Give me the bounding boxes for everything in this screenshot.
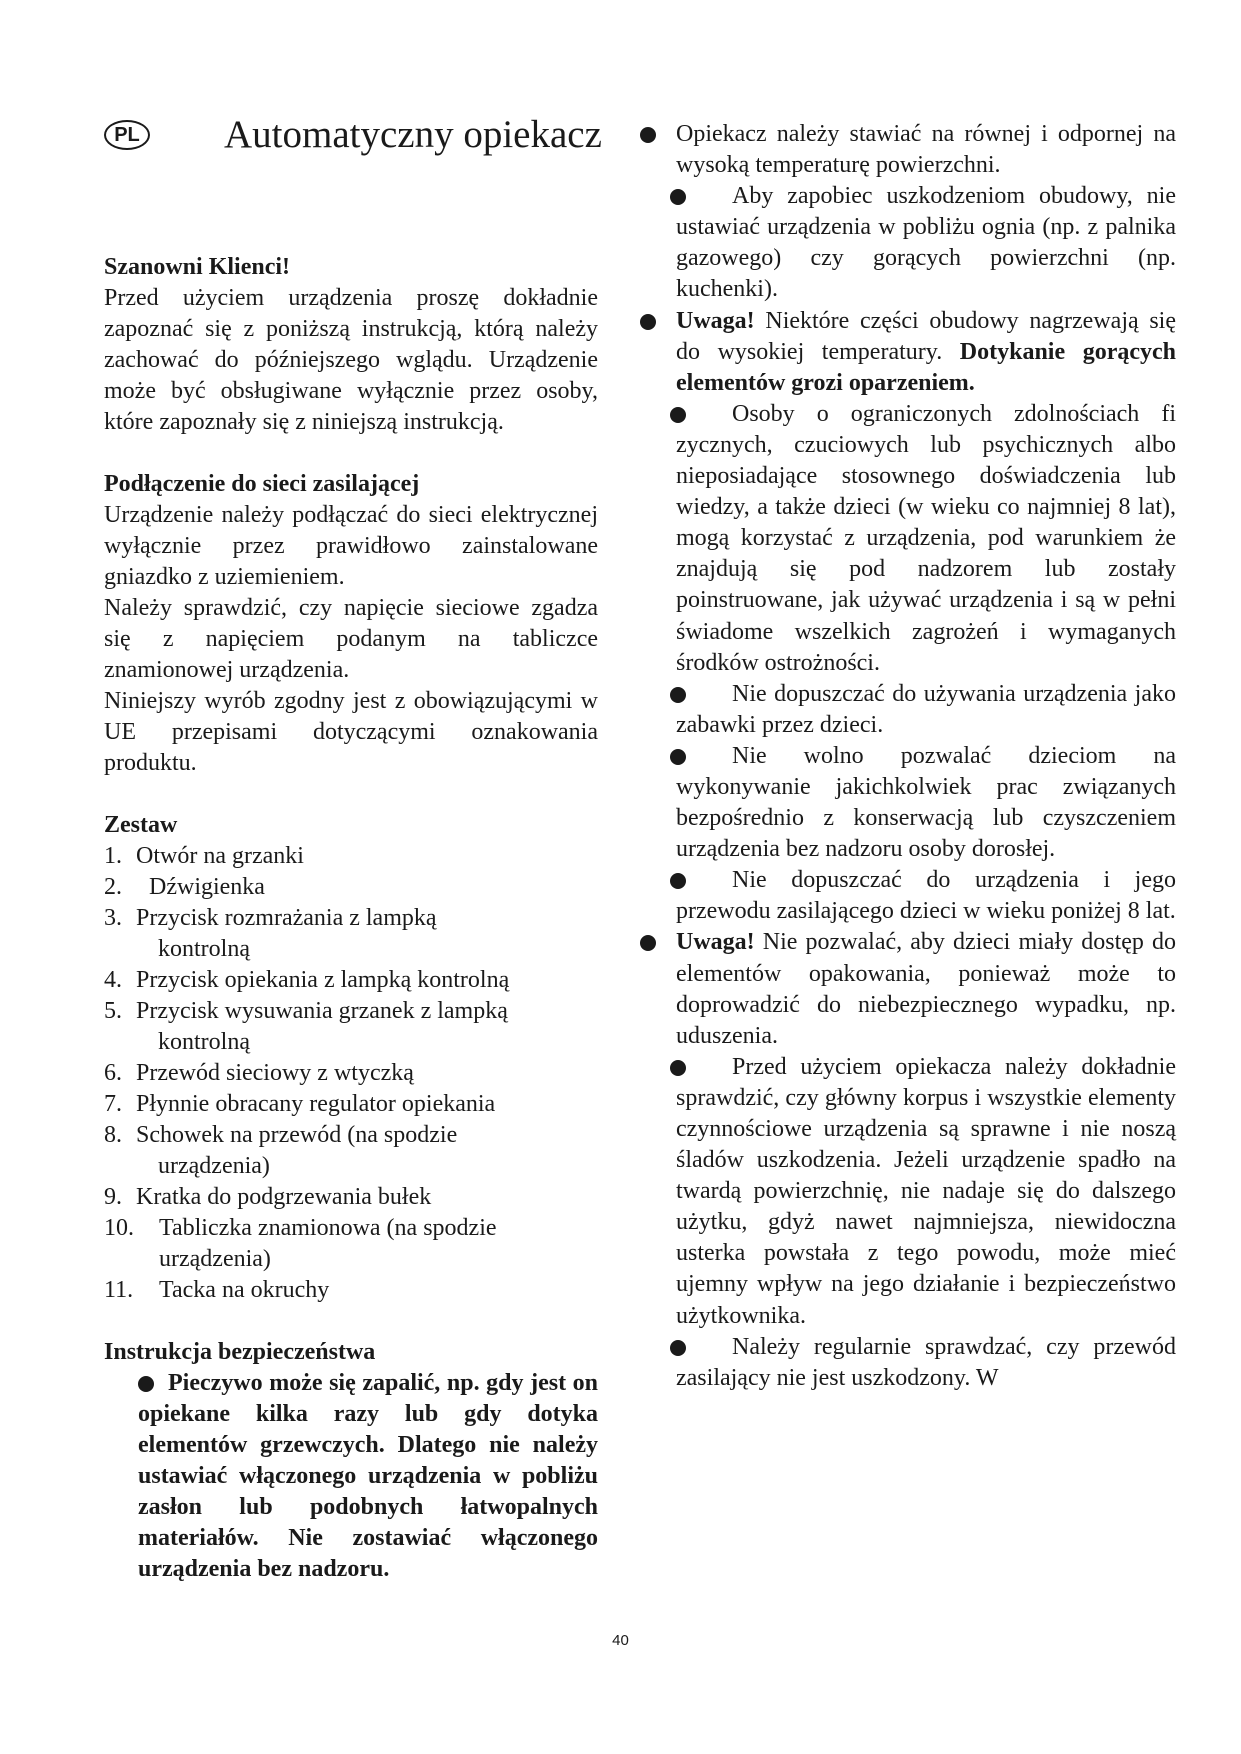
warning-label: Uwaga!	[676, 307, 755, 334]
list-item	[104, 841, 598, 872]
list-item-number: 3.	[104, 905, 122, 931]
safety-item	[640, 1332, 1176, 1394]
left-column	[104, 252, 598, 1585]
bullet-icon	[670, 407, 686, 423]
warning-label: Uwaga!	[676, 929, 755, 956]
list-item-number: 6.	[104, 1060, 122, 1086]
list-item-text: Tacka na okruchy	[159, 1277, 330, 1303]
kit-list	[104, 841, 598, 1306]
fire-warning	[104, 1368, 598, 1585]
intro-section	[104, 252, 598, 438]
list-item-continuation: urządzenia)	[159, 1246, 271, 1272]
list-item-number: 10.	[104, 1215, 134, 1241]
safety-item	[640, 119, 1176, 181]
list-item-continuation: kontrolną	[158, 1029, 250, 1055]
list-item	[104, 872, 598, 903]
power-paragraph-3: Niniejszy wyrób zgodny jest z obowiązującymi w UE przepisami dotyczącymi oznakowania produktu.	[104, 688, 598, 776]
bullet-icon	[670, 687, 686, 703]
safety-item-text: Aby zapobiec uszkodzeniom obudowy, nie ustawiać urządzenia w pobliżu ognia (np. z palnika gazowego) czy gorących powierzchni (np. kuchenki).	[676, 183, 1176, 303]
kit-section	[104, 810, 598, 1306]
bullet-icon	[138, 1376, 154, 1392]
list-item-number: 5.	[104, 998, 122, 1024]
list-item	[104, 996, 598, 1058]
list-item-number: 2.	[104, 874, 122, 900]
power-heading: Podłączenie do sieci zasilającej	[104, 471, 420, 497]
bullet-icon	[670, 749, 686, 765]
list-item	[104, 1089, 598, 1120]
list-item-text: Przycisk opiekania z lampką kontrolną	[136, 967, 510, 993]
list-item-number: 7.	[104, 1091, 122, 1117]
list-item-number: 9.	[104, 1184, 122, 1210]
list-item	[104, 1120, 598, 1182]
safety-item-text: Niektóre części obudowy nagrzewają się do wysokiej temperatury.	[676, 307, 1176, 365]
kit-heading: Zestaw	[104, 812, 178, 838]
fire-warning-text: Pieczywo może się zapalić, np. gdy jest on opiekane kilka razy lub gdy dotyka elementów grzewczych. Dlatego nie należy ustawiać włączonego urządzenia w pobliżu zasłon lub podobnych łatwopalnych materiałów. Nie zostawiać włączonego urządzenia bez nadzoru.	[138, 1370, 598, 1582]
bullet-icon	[640, 314, 656, 330]
safety-section	[104, 1337, 598, 1585]
power-paragraph-1: Urządzenie należy podłączać do sieci elektrycznej wyłącznie przez prawidłowo zainstalowane gniazdko z uziemieniem.	[104, 502, 598, 590]
list-item	[104, 1213, 598, 1275]
list-item-text: Przewód sieciowy z wtyczką	[136, 1060, 414, 1086]
safety-item	[640, 1052, 1176, 1332]
safety-item-text: Nie pozwalać, aby dzieci miały dostęp do elementów opakowania, ponieważ może to doprowadzić do niebezpiecznego wypadku, np. uduszenia.	[676, 929, 1177, 1049]
list-item	[104, 965, 598, 996]
list-item	[104, 1275, 598, 1306]
safety-item-text: Nie dopuszczać do urządzenia i jego przewodu zasilającego dzieci w wieku poniżej 8 lat.	[676, 867, 1176, 925]
bullet-icon	[670, 1060, 686, 1076]
list-item-continuation: urządzenia)	[158, 1153, 270, 1179]
safety-item-text: Nie dopuszczać do używania urządzenia jako zabawki przez dzieci.	[676, 680, 1176, 738]
safety-item-text: Opiekacz należy stawiać na równej i odpornej na wysoką temperaturę powierzchni.	[676, 121, 1176, 179]
safety-item	[640, 927, 1176, 1051]
right-column	[640, 119, 1200, 1394]
bullet-icon	[640, 127, 656, 143]
bullet-icon	[670, 1340, 686, 1356]
language-badge: PL	[104, 120, 150, 150]
power-section	[104, 469, 598, 779]
bullet-icon	[640, 935, 656, 951]
safety-item	[640, 679, 1176, 741]
list-item-text: Otwór na grzanki	[136, 843, 304, 869]
intro-greeting: Szanowni Klienci!	[104, 254, 291, 280]
list-item-text: Dźwigienka	[149, 874, 265, 900]
safety-item-text: Nie wolno pozwalać dzieciom na wykonywanie jakichkolwiek prac związanych bezpośrednio z konserwacją lub czyszczeniem urządzenia bez nadzoru osoby dorosłej.	[676, 742, 1176, 863]
list-item-number: 1.	[104, 843, 122, 869]
safety-item-text: Należy regularnie sprawdzać, czy przewód zasilający nie jest uszkodzony. W	[676, 1333, 1176, 1391]
list-item-continuation: kontrolną	[158, 936, 250, 962]
burn-warning: Dotykanie gorących elementów grozi oparzeniem.	[676, 338, 1176, 396]
bullet-icon	[670, 873, 686, 889]
list-item-text: Płynnie obracany regulator opiekania	[136, 1091, 496, 1117]
list-item	[104, 1058, 598, 1089]
list-item-text: Kratka do podgrzewania bułek	[136, 1184, 432, 1210]
page-number: 40	[612, 1632, 629, 1649]
safety-item-text: Przed użyciem opiekacza należy dokładnie sprawdzić, czy główny korpus i wszystkie elementy czynnościowe urządzenia są sprawne i nie noszą śladów uszkodzenia. Jeżeli urządzenie spadło na twardą powierzchnię, nie nadaje się do dalszego użytku, gdyż nawet najmniejsza, niewidoczna usterka powstała z tego powodu, może mieć ujemny wpływ na jego działanie i bezpieczeństwo użytkownika.	[676, 1053, 1176, 1329]
power-paragraph-2: Należy sprawdzić, czy napięcie sieciowe zgadza się z napięciem podanym na tabliczce znamionowej urządzenia.	[104, 595, 598, 683]
list-item-text: Przycisk rozmrażania z lampką	[136, 905, 437, 931]
safety-heading: Instrukcja bezpieczeństwa	[104, 1339, 376, 1365]
safety-item	[640, 741, 1176, 865]
list-item-text: Schowek na przewód (na spodzie	[136, 1122, 458, 1148]
intro-text: Przed użyciem urządzenia proszę dokładnie zapoznać się z poniższą instrukcją, którą należy zachować do późniejszego wglądu. Urządzenie może być obsługiwane wyłącznie przez osoby, które zapoznały się z niniejszą instrukcją.	[104, 285, 598, 435]
page-title: Automatyczny opiekacz	[224, 113, 602, 156]
safety-item-text: Osoby o ograniczonych zdolnościach fi zycznych, czuciowych lub psychicznych albo nieposiadające stosownego doświadczenia lub wiedzy, a także dzieci (w wieku co najmniej 8 lat), mogą korzystać z urządzenia, pod warunkiem że znajdują się pod nadzorem lub zostały poinstruowane, jak używać urządzenia i są w pełni świadome wszelkich zagrożeń i wymaganych środków ostrożności.	[676, 400, 1176, 676]
list-item-number: 11.	[104, 1277, 134, 1303]
list-item-number: 8.	[104, 1122, 122, 1148]
safety-item	[640, 306, 1176, 399]
list-item-text: Przycisk wysuwania grzanek z lampką	[136, 998, 508, 1024]
list-item-text: Tabliczka znamionowa (na spodzie	[159, 1215, 497, 1241]
list-item	[104, 1182, 598, 1213]
safety-item	[640, 181, 1176, 305]
bullet-icon	[670, 189, 686, 205]
list-item	[104, 903, 598, 965]
safety-item	[640, 399, 1176, 679]
safety-item	[640, 865, 1176, 927]
list-item-number: 4.	[104, 967, 122, 993]
